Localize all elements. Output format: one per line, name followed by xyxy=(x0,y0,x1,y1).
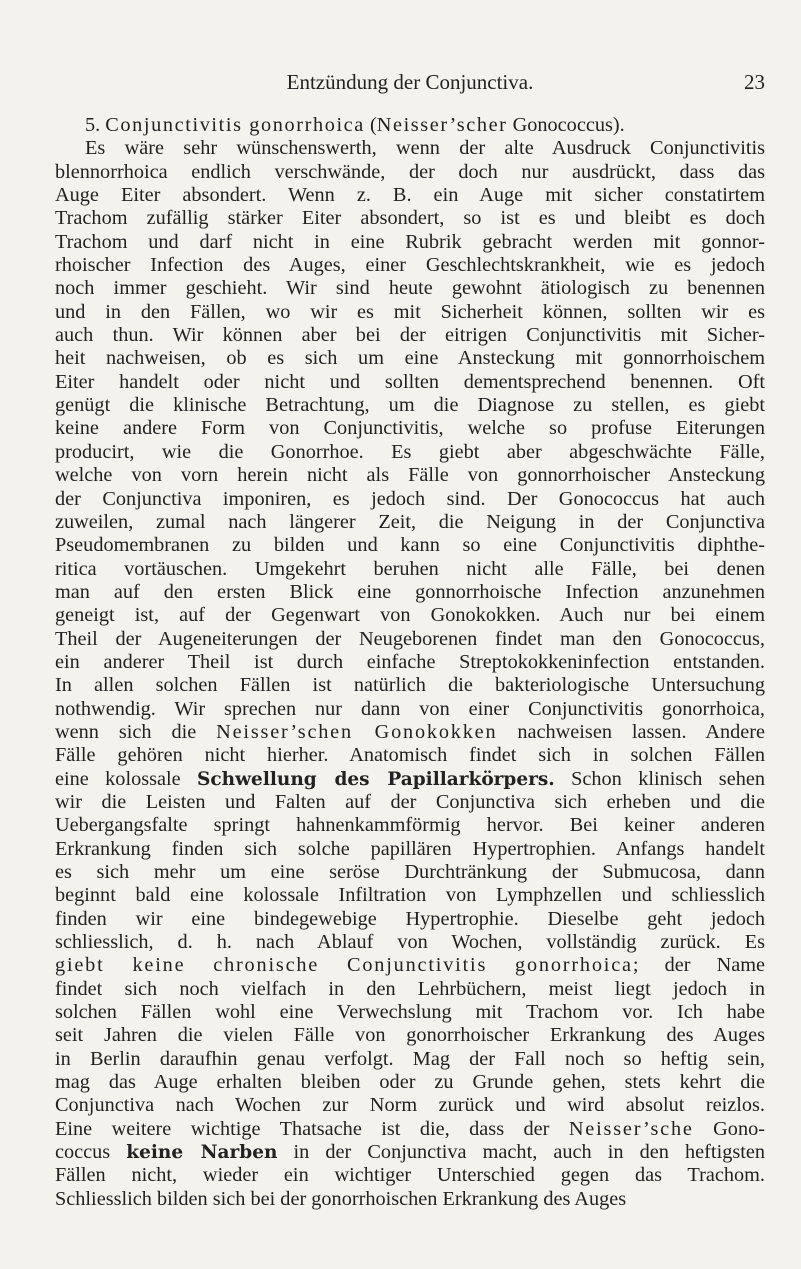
text-line: in Berlin daraufhin genau verfolgt. Mag der Fall noch so heftig sein, xyxy=(55,1047,765,1070)
text-line: genügt die klinische Betrachtung, um die Diagnose zu stellen, es giebt xyxy=(55,394,765,417)
text-line: ein anderer Theil ist durch einfache Streptokokkeninfection entstanden. xyxy=(55,650,765,673)
text-line: zuweilen, zumal nach längerer Zeit, die Neigung in der Conjunctiva xyxy=(55,510,765,533)
section-number: 5. xyxy=(85,114,101,136)
text-line: Es wäre sehr wünschenswerth, wenn der alte Ausdruck Conjunctivitis xyxy=(85,137,765,160)
text-line: mag das Auge erhalten bleiben oder zu Grunde gehen, stets kehrt die xyxy=(55,1071,765,1094)
text-line: rhoischer Infection des Auges, einer Geschlechtskrankheit, wie es jedoch xyxy=(55,254,765,277)
text-run: coccus xyxy=(55,1141,127,1164)
section-heading: 5. Conjunctivitis gonorrhoica (Neisser’scher Gonococcus). xyxy=(85,114,625,136)
text-line: ritica vortäuschen. Umgekehrt beruhen nicht alle Fälle, bei denen xyxy=(55,557,765,580)
text-line: man auf den ersten Blick eine gonnorrhoische Infection anzunehmen xyxy=(55,580,765,603)
text-line: Pseudomembranen zu bilden und kann so eine Conjunctivitis diphthe- xyxy=(55,534,765,557)
text-line-chronic xyxy=(55,954,765,977)
text-line: geneigt ist, auf der Gegenwart von Gonokokken. Auch nur bei einem xyxy=(55,604,765,627)
page-number: 23 xyxy=(744,70,765,94)
section-title-rest: Gonococcus). xyxy=(512,114,625,136)
text-run: ; der Name xyxy=(632,954,765,977)
text-run-spaced: Neisser’sche xyxy=(568,1117,694,1140)
text-line: Conjunctiva nach Wochen zur Norm zurück und wird absolut reizlos. xyxy=(55,1094,765,1117)
text-line: finden wir eine bindegewebige Hypertrophie. Dieselbe geht jedoch xyxy=(55,907,765,930)
text-line: wir die Leisten und Falten auf der Conjunctiva sich erheben und die xyxy=(55,790,765,813)
text-line: solchen Fällen wohl eine Verwechslung mit Trachom vor. Ich habe xyxy=(55,1001,765,1024)
text-line: seit Jahren die vielen Fälle von gonorrhoischer Erkrankung des Auges xyxy=(55,1024,765,1047)
running-title: Entzündung der Conjunctiva. xyxy=(286,70,534,94)
text-line: der Conjunctiva imponiren, es jedoch sind. Der Gonococcus hat auch xyxy=(55,487,765,510)
section-author: Neisser’scher xyxy=(376,114,508,136)
text-line: In allen solchen Fällen ist natürlich die bakteriologische Untersuchung xyxy=(55,674,765,697)
text-line: auch thun. Wir können aber bei der eitrigen Conjunctivitis mit Sicher- xyxy=(55,324,765,347)
text-line: Schliesslich bilden sich bei der gonorrhoischen Erkrankung des Auges xyxy=(55,1187,627,1210)
text-run-spaced: giebt keine chronische Conjunctivitis gonorrhoica xyxy=(55,954,633,977)
text-line-neisser xyxy=(55,721,765,744)
text-line-bold-2 xyxy=(55,1141,765,1164)
text-line: und in den Fällen, wo wir es mit Sicherheit können, sollten wir es xyxy=(55,300,765,323)
text-line: Fällen nicht, wieder ein wichtiger Unterschied gegen das Trachom. xyxy=(55,1164,765,1187)
text-line: keine andere Form von Conjunctivitis, welche so profuse Eiterungen xyxy=(55,417,765,440)
text-run: Schon klinisch sehen xyxy=(554,767,765,790)
text-line-bold xyxy=(55,768,765,791)
text-line: Uebergangsfalte springt hahnenkammförmig hervor. Bei keiner anderen xyxy=(55,814,765,837)
text-line: nothwendig. Wir sprechen nur dann von einer Conjunctivitis gonorrhoica, xyxy=(55,697,765,720)
text-run-spaced: Neisser’schen Gonokokken xyxy=(216,720,498,743)
text-line: findet sich noch vielfach in den Lehrbüchern, meist liegt jedoch in xyxy=(55,977,765,1000)
text-line: beginnt bald eine kolossale Infiltration von Lymphzellen und schliesslich xyxy=(55,884,765,907)
text-run: Gono- xyxy=(693,1117,765,1140)
text-line: es sich mehr um eine seröse Durchtränkung der Submucosa, dann xyxy=(55,861,765,883)
text-run: wenn sich die xyxy=(55,720,217,743)
text-line: noch immer geschieht. Wir sind heute gewohnt ätiologisch zu benennen xyxy=(55,277,765,300)
text-line: welche von vorn herein nicht als Fälle von gonnorrhoischer Ansteckung xyxy=(55,464,765,487)
text-line: heit nachweisen, ob es sich um eine Ansteckung mit gonnorrhoischem xyxy=(55,347,765,370)
text-line: blennorrhoica endlich verschwände, der doch nur ausdrückt, dass das xyxy=(55,160,765,183)
text-line: Auge Eiter absondert. Wenn z. B. ein Auge mit sicher constatirtem xyxy=(55,184,765,207)
text-run: eine kolossale xyxy=(55,767,198,790)
text-line: Eiter handelt oder nicht und sollten dementsprechend benennen. Oft xyxy=(55,370,765,393)
text-run-bold: keine Narben xyxy=(126,1142,278,1164)
text-line: Trachom und darf nicht in eine Rubrik gebracht werden mit gonnor- xyxy=(55,230,765,253)
text-line: Fälle gehören nicht hierher. Anatomisch findet sich in solchen Fällen xyxy=(55,744,765,767)
text-run: Eine weitere wichtige Thatsache ist die, dass der xyxy=(55,1117,569,1140)
running-head xyxy=(55,70,765,100)
body-text xyxy=(55,114,765,1211)
text-line: Erkrankung finden sich solche papillären Hypertrophien. Anfangs handelt xyxy=(55,837,765,860)
text-run: in der Conjunctiva macht, auch in den heftigsten xyxy=(277,1141,766,1164)
text-line: schliesslich, d. h. nach Ablauf von Wochen, vollständig zurück. Es xyxy=(55,931,765,954)
text-run: nachweisen lassen. Andere xyxy=(497,720,766,743)
text-run-bold: Schwellung des Papillarkörpers. xyxy=(197,768,555,790)
section-title: Conjunctivitis gonorrhoica xyxy=(105,114,365,136)
text-line: Theil der Augeneiterungen der Neugeborenen findet man den Gonococcus, xyxy=(55,627,765,650)
text-line: producirt, wie die Gonorrhoe. Es giebt aber abgeschwächte Fälle, xyxy=(55,440,765,463)
text-line-neisser-2 xyxy=(55,1118,765,1141)
text-line: Trachom zufällig stärker Eiter absondert, so ist es und bleibt es doch xyxy=(55,207,765,230)
